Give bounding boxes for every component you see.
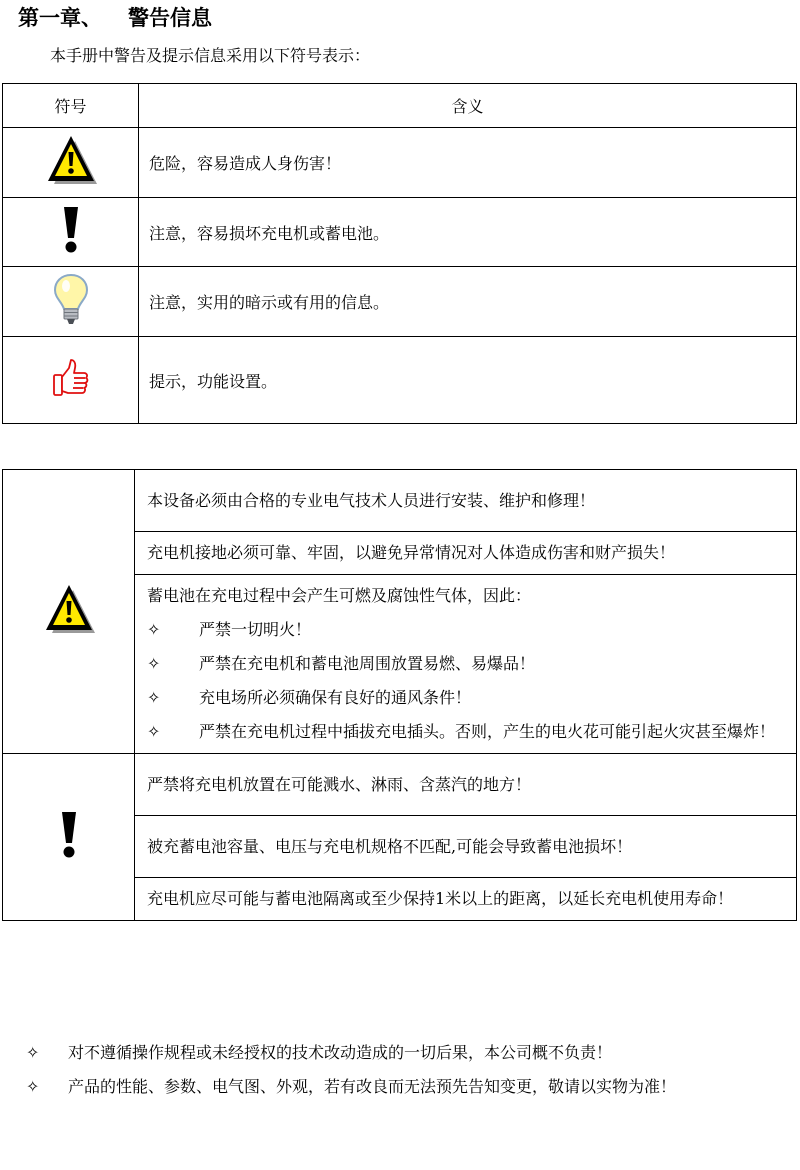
caution-mismatch: 被充蓄电池容量、电压与充电机规格不匹配,可能会导致蓄电池损坏！ (135, 816, 797, 878)
intro-text: 本手册中警告及提示信息采用以下符号表示： (50, 46, 371, 65)
list-item (26, 1036, 796, 1070)
list-item: ✧ 严禁在充电机和蓄电池周围放置易燃、易爆品！ (147, 647, 786, 681)
table-row (3, 128, 797, 198)
danger-gas (135, 575, 797, 754)
gas-intro: 蓄电池在充电过程中会产生可燃及腐蚀性气体，因此： (147, 586, 532, 605)
symbols-table-header (3, 84, 797, 128)
table-row (3, 470, 797, 532)
exclamation-icon (61, 206, 81, 254)
meaning-danger: 危险，容易造成人身伤害！ (139, 128, 797, 198)
bullet-marker: ✧ (147, 620, 161, 639)
list-item: ✧ 严禁一切明火！ (147, 613, 786, 647)
bullet-marker: ✧ (147, 688, 161, 707)
caution-water: 严禁将充电机放置在可能溅水、淋雨、含蒸汽的地方！ (135, 754, 797, 816)
chapter-number: 第一章、 (18, 6, 102, 30)
danger-grounding: 充电机接地必须可靠、牢固，以避免异常情况对人体造成伤害和财产损失！ (135, 532, 797, 575)
header-symbol: 符号 (3, 84, 139, 128)
warning-triangle-icon (41, 133, 101, 189)
lightbulb-icon (53, 273, 89, 327)
meaning-tip: 注意，实用的暗示或有用的信息。 (139, 267, 797, 337)
table-row (3, 337, 797, 424)
table-row (3, 198, 797, 267)
exclamation-icon (59, 811, 79, 859)
safety-table (2, 469, 797, 921)
disclaimer-notes (26, 1036, 796, 1104)
bullet-marker: ✧ (147, 654, 161, 673)
symbols-table (2, 83, 797, 424)
bullet-marker: ✧ (26, 1043, 40, 1062)
caution-distance: 充电机应尽可能与蓄电池隔离或至少保持1米以上的距离，以延长充电机使用寿命！ (135, 878, 797, 921)
warning-triangle-icon (39, 582, 99, 638)
bullet-marker: ✧ (26, 1077, 40, 1096)
list-item (26, 1070, 796, 1104)
table-row (3, 267, 797, 337)
table-row (3, 754, 797, 816)
list-item: ✧ 充电场所必须确保有良好的通风条件！ (147, 681, 786, 715)
header-meaning: 含义 (139, 84, 797, 128)
thumbs-up-icon (52, 358, 90, 398)
danger-install: 本设备必须由合格的专业电气技术人员进行安装、维护和修理！ (135, 470, 797, 532)
note-text: 产品的性能、参数、电气图、外观，若有改良而无法预先告知变更，敬请以实物为准！ (68, 1077, 677, 1096)
meaning-hint: 提示，功能设置。 (139, 337, 797, 424)
chapter-name: 警告信息 (128, 6, 212, 30)
list-item: ✧ 严禁在充电机过程中插拔充电插头。否则，产生的电火花可能引起火灾甚至爆炸！ (147, 715, 786, 749)
chapter-title (18, 2, 212, 34)
note-text: 对不遵循操作规程或未经授权的技术改动造成的一切后果，本公司概不负责！ (68, 1043, 613, 1062)
bullet-marker: ✧ (147, 722, 161, 741)
meaning-caution: 注意，容易损坏充电机或蓄电池。 (139, 198, 797, 267)
